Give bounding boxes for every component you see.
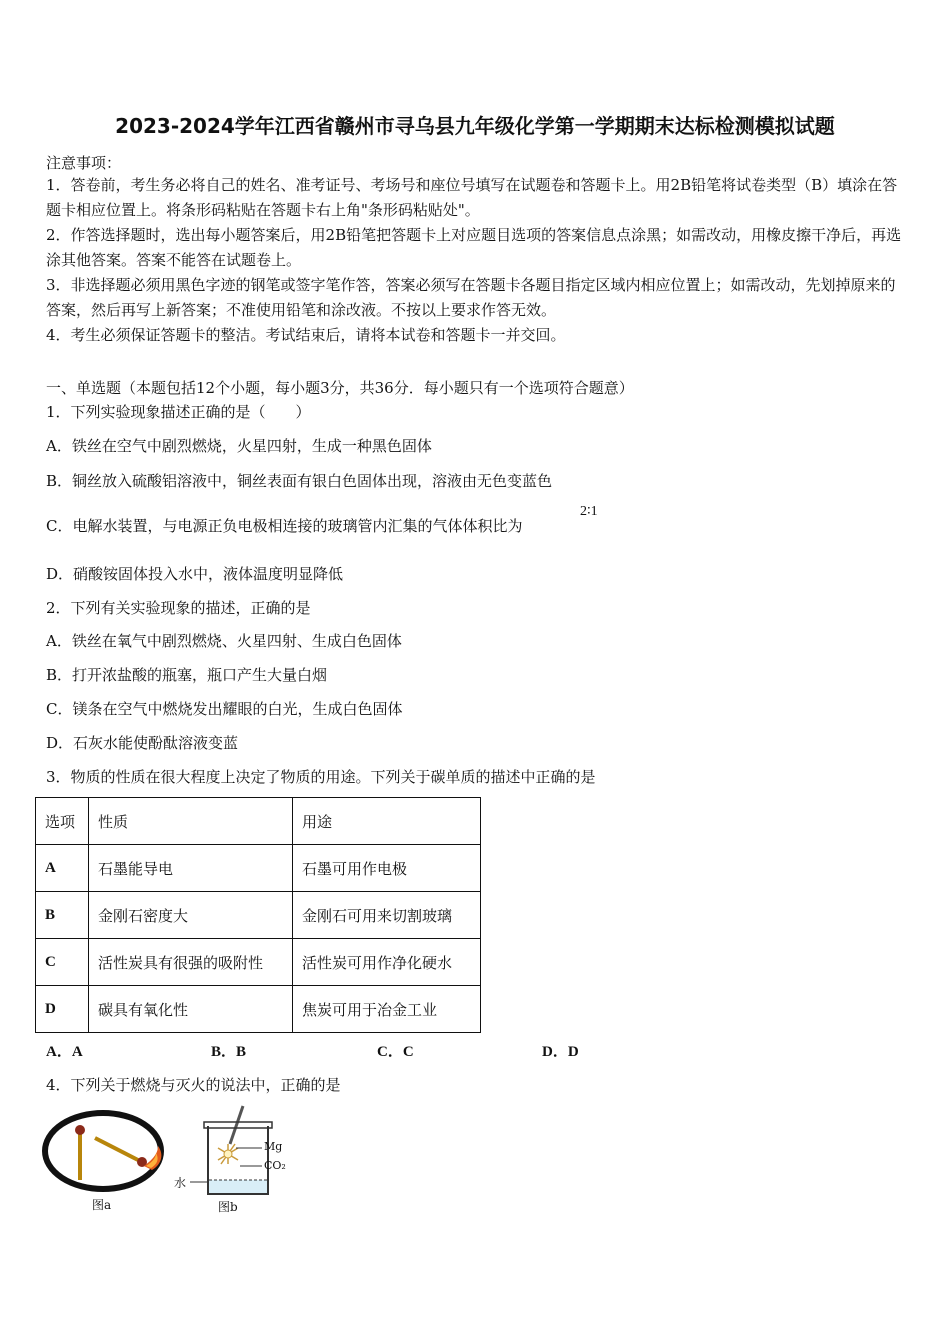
figure-b-caption: 图b [218,1200,238,1214]
table-cell: 焦炭可用于冶金工业 [293,986,481,1033]
table-cell: 活性炭具有很强的吸附性 [89,939,293,986]
q1-option-d: D．硝酸铵固体投入水中，液体温度明显降低 [46,565,344,583]
notice-item-4: 4．考生必须保证答题卡的整洁。考试结束后，请将本试卷和答题卡一并交回。 [46,326,566,344]
label-mg: Mg [264,1140,283,1153]
q1-stem: 1．下列实验现象描述正确的是（ ） [46,403,311,421]
table-cell: 金刚石密度大 [89,892,293,939]
q1-option-b: B．铜丝放入硫酸铝溶液中，铜丝表面有银白色固体出现，溶液由无色变蓝色 [46,472,553,490]
table-cell: 碳具有氧化性 [89,986,293,1033]
figure-a-caption: 图a [92,1198,112,1212]
q3-table [35,797,481,1033]
table-cell: C [36,939,89,986]
q2-option-a: A．铁丝在氧气中剧烈燃烧、火星四射、生成白色固体 [46,632,402,650]
notice-heading: 注意事项： [46,154,122,172]
table-header: 选项 [36,798,89,845]
table-cell: D [36,986,89,1033]
q1-option-c: C．电解水装置，与电源正负电极相连接的玻璃管内汇集的气体体积比为 [46,517,523,535]
table-header: 用途 [293,798,481,845]
label-co2: CO₂ [264,1159,286,1172]
q2-option-c: C．镁条在空气中燃烧发出耀眼的白光，生成白色固体 [46,700,403,718]
table-row [36,892,481,939]
figure-a [40,1108,170,1222]
table-row [36,845,481,892]
q3-answer-b: B．B [211,1044,247,1060]
q2-option-d: D．石灰水能使酚酞溶液变蓝 [46,734,239,752]
notice-item-3: 3．非选择题必须用黑色字迹的钢笔或签字笔作答，答案必须写在答题卡各题目指定区域内相应位置上；如需改动，先划掉原来的答案，然后再写上新答案；不准使用铅笔和涂改液。不按以上要求作答无效。 [46,276,896,319]
table-row [36,939,481,986]
q3-answer-d: D．D [542,1044,579,1060]
q1-option-a: A．铁丝在空气中剧烈燃烧，火星四射，生成一种黑色固体 [46,437,432,455]
table-cell: 石墨能导电 [89,845,293,892]
q4-stem: 4．下列关于燃烧与灭火的说法中，正确的是 [46,1076,341,1094]
notice-item-1: 1．答卷前，考生务必将自己的姓名、准考证号、考场号和座位号填写在试题卷和答题卡上。用2B铅笔将试卷类型（B）填涂在答题卡相应位置上。将条形码粘贴在答题卡右上角"条形码粘贴处"。 [46,176,898,219]
table-header: 性质 [89,798,293,845]
q1-ratio: 2∶1 [580,504,598,519]
table-cell: B [36,892,89,939]
q2-stem: 2．下列有关实验现象的描述，正确的是 [46,599,311,617]
q3-answer-c: C．C [377,1044,414,1060]
label-water: 水 [174,1176,187,1190]
table-cell: 金刚石可用来切割玻璃 [293,892,481,939]
section-heading: 一、单选题（本题包括12个小题，每小题3分，共36分．每小题只有一个选项符合题意） [46,379,634,397]
q2-option-b: B．打开浓盐酸的瓶塞，瓶口产生大量白烟 [46,666,328,684]
figure-b [168,1104,298,1214]
mg-co2-jar-illustration [168,1104,298,1204]
q3-stem: 3．物质的性质在很大程度上决定了物质的用途。下列关于碳单质的描述中正确的是 [46,768,596,786]
table-cell: 活性炭可用作净化硬水 [293,939,481,986]
page-title: 2023-2024学年江西省赣州市寻乌县九年级化学第一学期期末达标检测模拟试题 [115,114,835,138]
q3-answer-a: A．A [46,1044,83,1060]
table-header-row [36,798,481,845]
table-cell: A [36,845,89,892]
notice-item-2: 2．作答选择题时，选出每小题答案后，用2B铅笔把答题卡上对应题目选项的答案信息点涂黑；如需改动，用橡皮擦干净后，再选涂其他答案。答案不能答在试题卷上。 [46,226,902,269]
table-row [36,986,481,1033]
table-cell: 石墨可用作电极 [293,845,481,892]
